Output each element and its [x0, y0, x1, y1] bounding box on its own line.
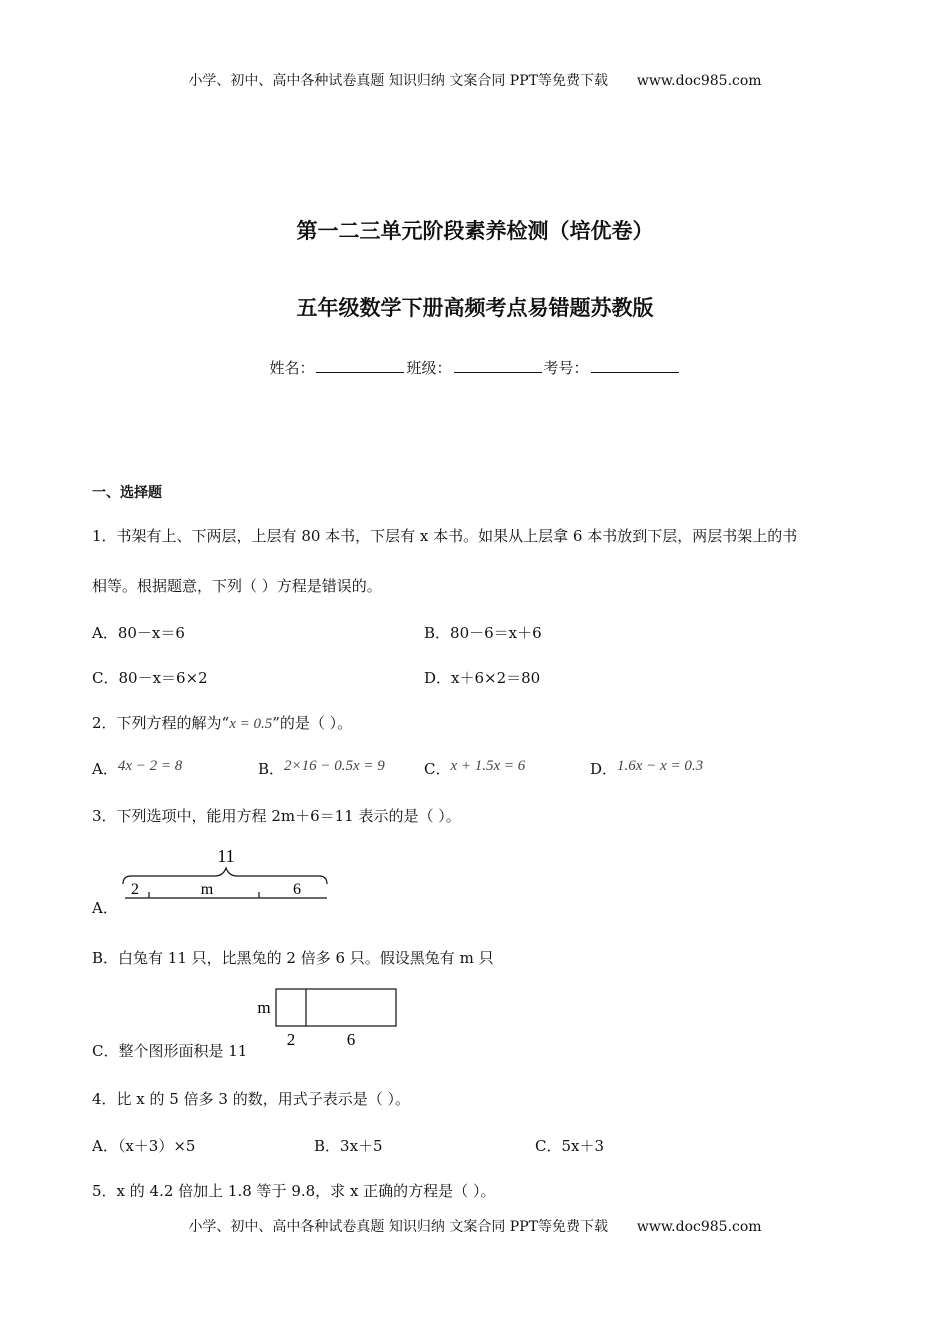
name-label: 姓名： [269, 359, 315, 377]
exam-no-blank[interactable] [591, 359, 679, 373]
q2-option-a[interactable] [92, 758, 182, 779]
header-text: 小学、初中、高中各种试卷真题 知识归纳 文案合同 PPT等免费下载 [188, 73, 608, 89]
q2-option-b[interactable] [258, 758, 385, 779]
q3-a-total-label: 11 [217, 846, 235, 866]
q4-stem: 4．比 x 的 5 倍多 3 的数，用式子表示是（ ）。 [92, 1090, 410, 1108]
class-blank[interactable] [454, 359, 542, 373]
student-info [0, 357, 950, 378]
q3-c-rectangle-diagram [250, 985, 405, 1050]
q3-c-rect [276, 989, 396, 1026]
q2-stem-math: x = 0.5 [229, 716, 273, 732]
q3-option-a[interactable]: A． [92, 899, 118, 917]
header-url[interactable]: www.doc985.com [636, 73, 762, 89]
q2-stem-pre: 2．下列方程的解为“ [92, 714, 230, 732]
q1-option-c[interactable]: C．80－x＝6×2 [92, 669, 208, 687]
footer-text: 小学、初中、高中各种试卷真题 知识归纳 文案合同 PPT等免费下载 [188, 1219, 608, 1235]
q3-option-b[interactable]: B．白兔有 11 只，比黑兔的 2 倍多 6 只。假设黑兔有 m 只 [92, 949, 494, 967]
q3-c-side-label: m [257, 998, 271, 1017]
q3-c-w1-label: 2 [286, 1030, 296, 1049]
q3-option-c[interactable]: C．整个图形面积是 11 [92, 1042, 248, 1060]
q2-option-a-math: 4x − 2 = 8 [117, 758, 183, 774]
q5-stem: 5．x 的 4.2 倍加上 1.8 等于 9.8，求 x 正确的方程是（ ）。 [92, 1182, 496, 1200]
q2-option-d-label: D． [590, 760, 618, 778]
q1-option-b[interactable]: B．80－6＝x＋6 [424, 624, 542, 642]
q2-option-c[interactable] [424, 758, 525, 779]
section-heading: 一、选择题 [92, 485, 162, 501]
name-blank[interactable] [316, 359, 404, 373]
class-label: 班级： [406, 359, 452, 377]
q1-stem-line2: 相等。根据题意，下列（ ）方程是错误的。 [92, 577, 382, 595]
q2-option-c-label: C． [424, 760, 451, 778]
q1-stem-line1: 1．书架有上、下两层，上层有 80 本书，下层有 x 本书。如果从上层拿 6 本书放到下层，两层书架上的书 [92, 527, 798, 545]
q2-option-d[interactable] [590, 758, 703, 779]
q1-option-d[interactable]: D．x＋6×2＝80 [424, 669, 541, 687]
q3-c-w2-label: 6 [346, 1030, 356, 1049]
q2-stem [92, 712, 352, 733]
q4-option-c[interactable]: C．5x＋3 [535, 1137, 605, 1155]
q2-stem-post: ”的是（ ）。 [272, 714, 353, 732]
footer-url[interactable]: www.doc985.com [636, 1219, 762, 1235]
q2-option-c-math: x + 1.5x = 6 [450, 758, 526, 774]
page-footer [0, 1216, 950, 1236]
q3-a-seg3-label: 6 [293, 881, 301, 898]
title-line-2: 五年级数学下册高频考点易错题苏教版 [296, 296, 654, 320]
q3-a-segment-diagram [115, 840, 335, 902]
q3-a-seg1-label: 2 [131, 881, 139, 898]
q2-option-b-math: 2×16 − 0.5x = 9 [284, 758, 385, 774]
q3-stem: 3．下列选项中，能用方程 2m＋6＝11 表示的是（ ）。 [92, 807, 461, 825]
q1-option-a[interactable]: A．80－x＝6 [92, 624, 185, 642]
q3-a-seg2-label: m [200, 881, 214, 898]
q2-option-a-label: A． [92, 760, 118, 778]
q4-option-a[interactable]: A．（x＋3）×5 [92, 1137, 196, 1155]
q2-option-d-math: 1.6x − x = 0.3 [617, 758, 704, 774]
title-line-1: 第一二三单元阶段素养检测（培优卷） [296, 219, 654, 243]
q2-option-b-label: B． [258, 760, 285, 778]
exam-no-label: 考号： [543, 359, 589, 377]
page-header [0, 70, 950, 90]
q4-option-b[interactable]: B．3x＋5 [314, 1137, 383, 1155]
